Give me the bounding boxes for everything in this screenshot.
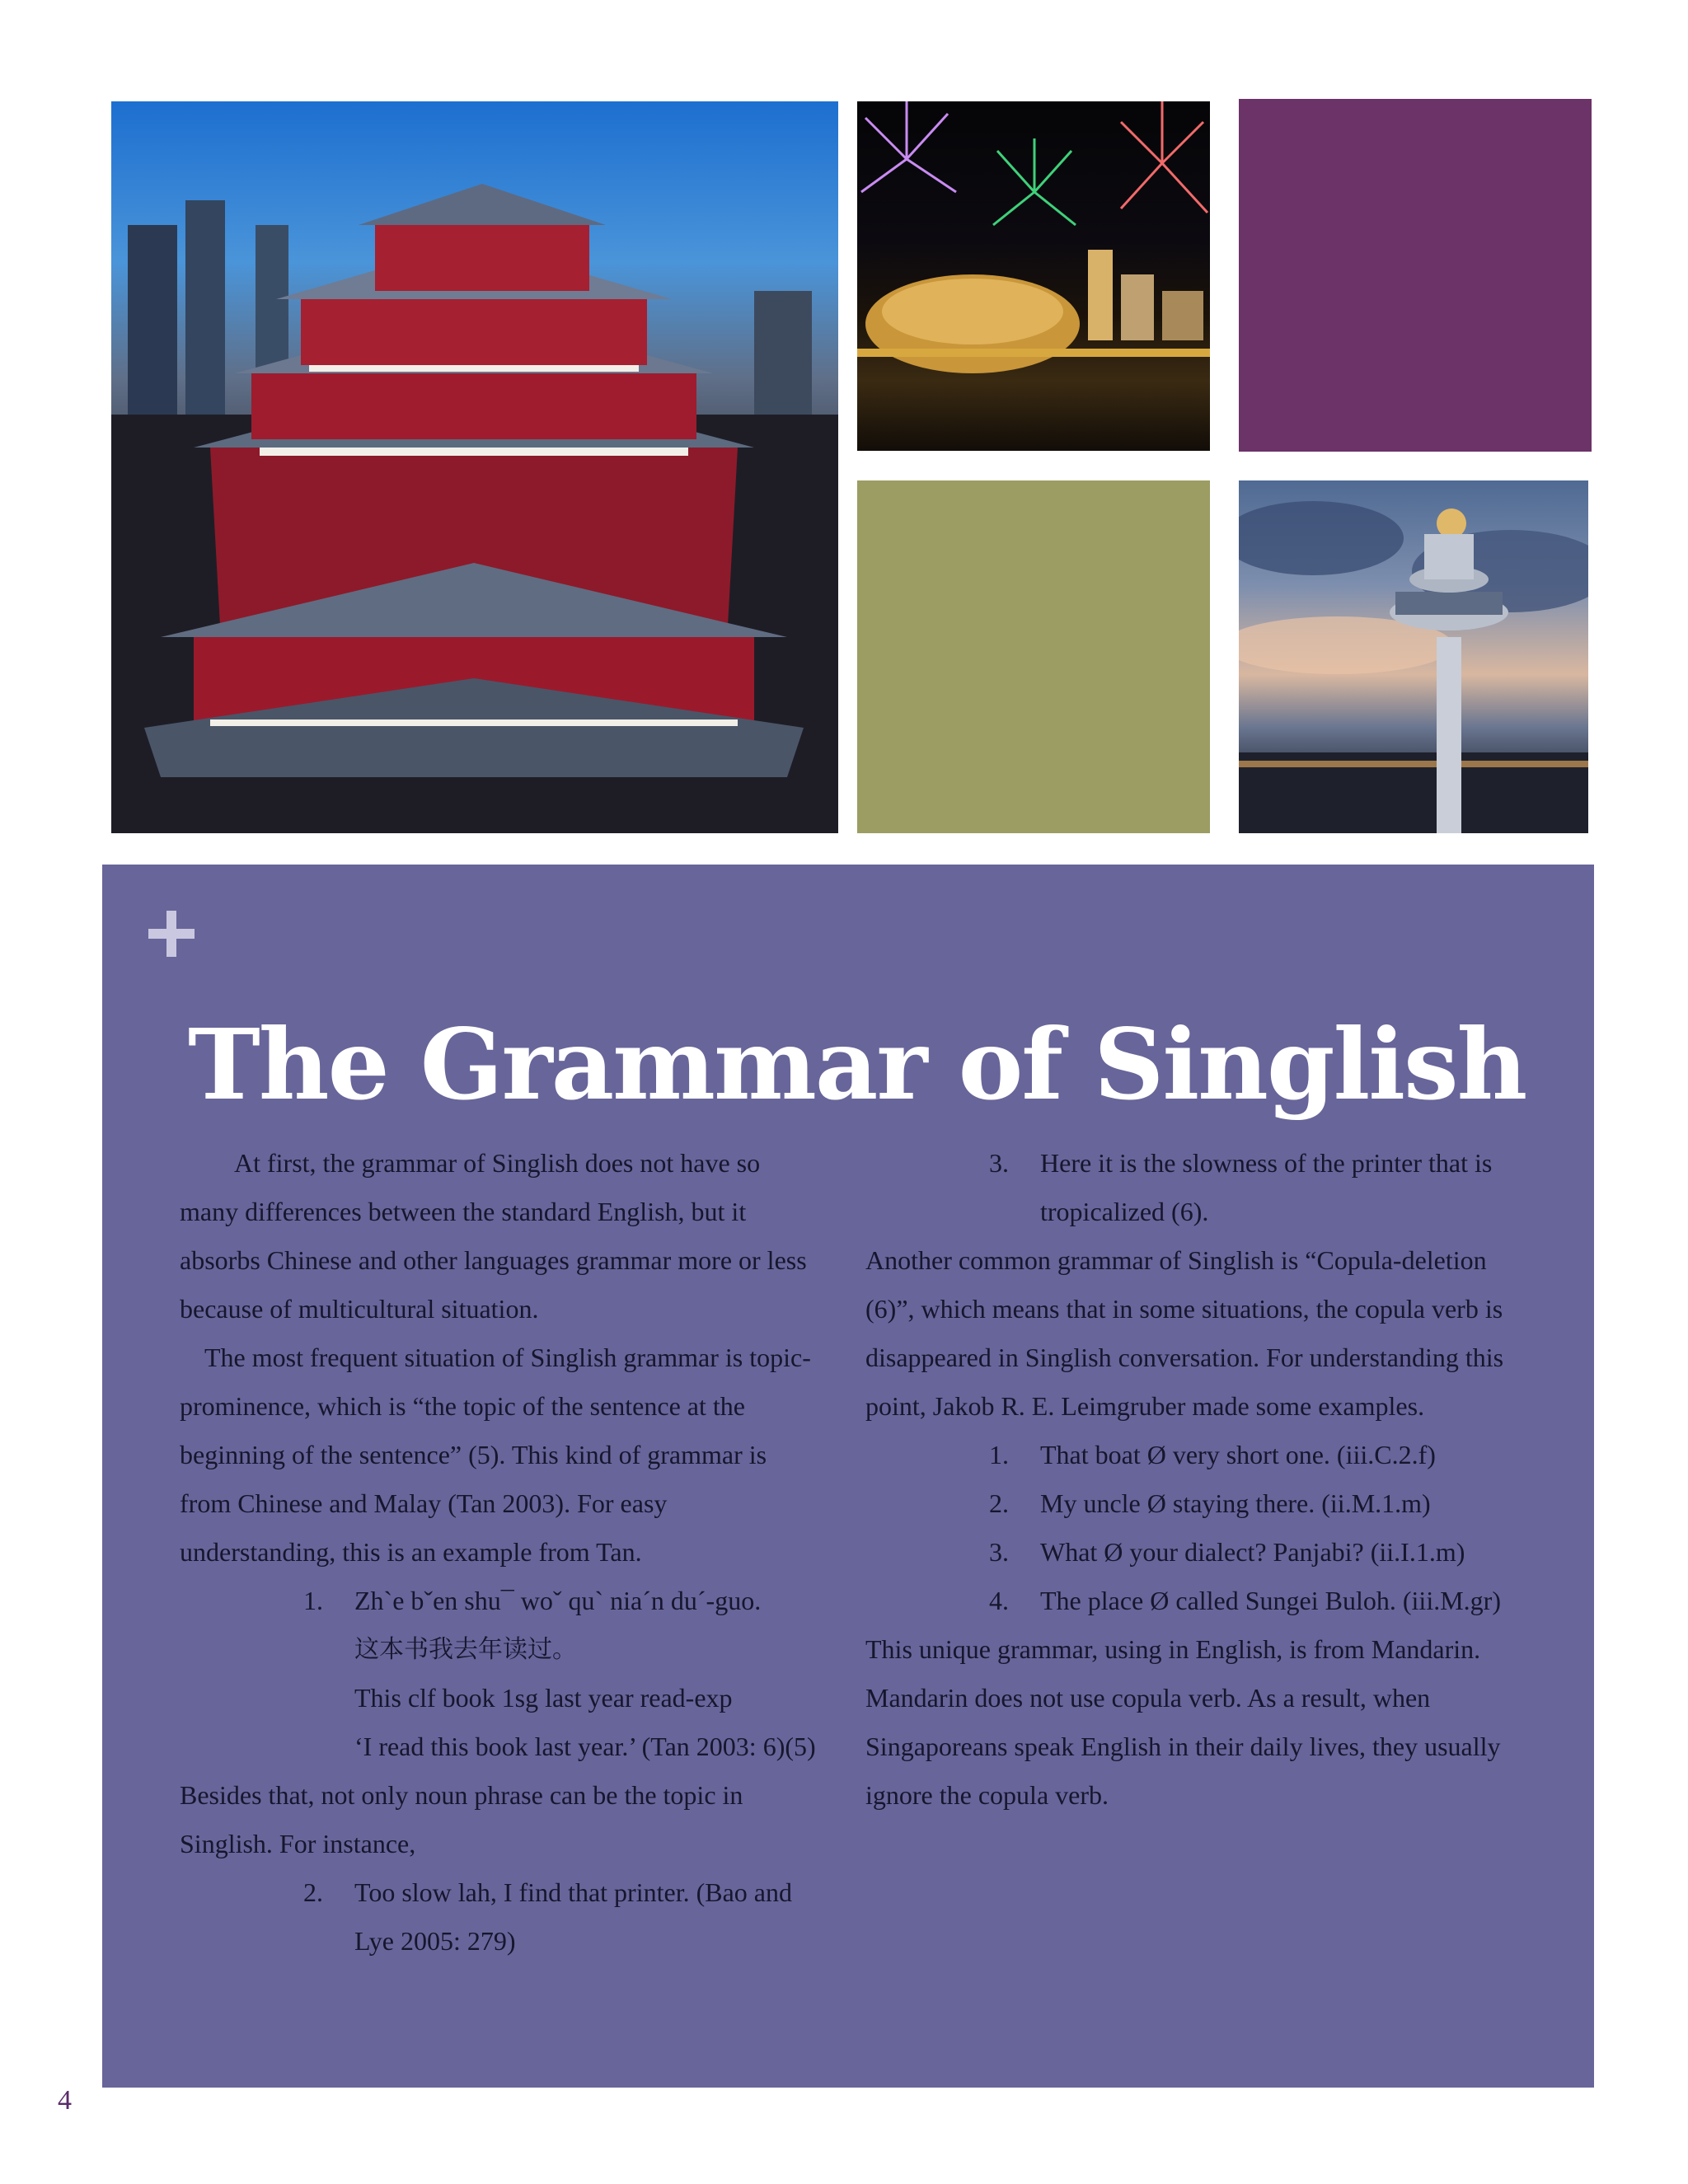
copula-example-2 bbox=[865, 1479, 1525, 1528]
example-chinese: 这本书我去年读过。 bbox=[354, 1635, 577, 1664]
example-text: Too slow lah, I find that printer. (Bao and Lye 2005: 279) bbox=[354, 1877, 792, 1956]
example-3 bbox=[865, 1139, 1525, 1236]
control-tower-photo bbox=[1239, 480, 1588, 833]
temple-photo bbox=[111, 101, 838, 833]
purple-color-block bbox=[1239, 99, 1592, 452]
example-number: 3. bbox=[989, 1537, 1009, 1567]
right-column bbox=[865, 1139, 1525, 1820]
example-romanization: Zh`e bˇen shu¯ woˇ qu` nia´n du´-guo. bbox=[354, 1586, 762, 1615]
paragraph: At first, the grammar of Singlish does not have so many differences between the standard English, but it absorbs Chinese and other languages grammar more or less because of multicultural situation. bbox=[180, 1148, 807, 1324]
copula-example-1 bbox=[865, 1431, 1525, 1479]
example-number: 3. bbox=[989, 1148, 1009, 1178]
example-text: The place Ø called Sungei Buloh. (iii.M.gr) bbox=[1040, 1586, 1501, 1615]
example-number: 1. bbox=[989, 1440, 1009, 1469]
example-number: 2. bbox=[989, 1488, 1009, 1518]
paragraph: This unique grammar, using in English, is from Mandarin. Mandarin does not use copula verb. As a result, when Singaporeans speak English in their daily lives, they usually ignore the copula verb. bbox=[865, 1634, 1501, 1810]
paragraph: Besides that, not only noun phrase can be the topic in Singlish. For instance, bbox=[180, 1780, 743, 1858]
copula-example-4 bbox=[865, 1577, 1525, 1625]
example-gloss: This clf book 1sg last year read-exp bbox=[354, 1683, 733, 1713]
plus-icon bbox=[147, 909, 196, 958]
example-number: 2. bbox=[303, 1877, 323, 1907]
paragraph: Another common grammar of Singlish is “Copula-deletion (6)”, which means that in some situations, the copula verb is disappeared in Singlish conversation. For understanding this point, Jakob R. E. Leimgruber made some examples. bbox=[865, 1245, 1504, 1421]
example-text: My uncle Ø staying there. (ii.M.1.m) bbox=[1040, 1488, 1431, 1518]
olive-color-block bbox=[857, 480, 1210, 833]
article-title: The Grammar of Singlish bbox=[188, 1007, 1526, 1122]
example-text: That boat Ø very short one. (iii.C.2.f) bbox=[1040, 1440, 1436, 1469]
example-text: Here it is the slowness of the printer that is tropicalized (6). bbox=[1040, 1148, 1493, 1226]
paragraph: The most frequent situation of Singlish grammar is topic-prominence, which is “the topic of the sentence at the beginning of the sentence” (5). This kind of grammar is from Chinese and Malay (Tan 2003). For easy understanding, this is an example from Tan. bbox=[180, 1343, 811, 1567]
fireworks-photo bbox=[857, 101, 1210, 451]
example-text: What Ø your dialect? Panjabi? (ii.I.1.m) bbox=[1040, 1537, 1465, 1567]
copula-example-3 bbox=[865, 1528, 1525, 1577]
page-number: 4 bbox=[58, 2085, 72, 2116]
example-number: 1. bbox=[303, 1586, 323, 1615]
example-translation: ‘I read this book last year.’ (Tan 2003: 6)(5) bbox=[354, 1732, 816, 1761]
example-1 bbox=[180, 1577, 823, 1771]
example-number: 4. bbox=[989, 1586, 1009, 1615]
left-column bbox=[180, 1139, 823, 1966]
example-2 bbox=[180, 1868, 823, 1966]
